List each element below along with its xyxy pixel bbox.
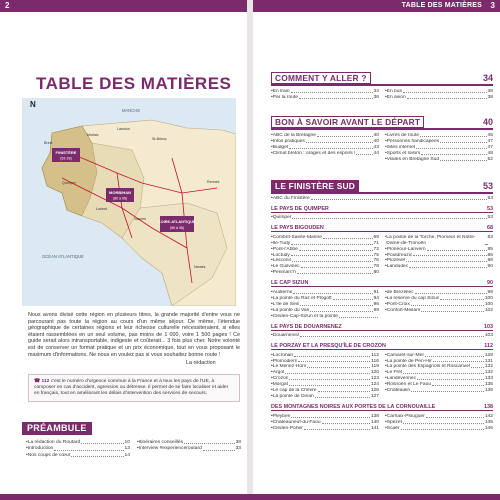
toc-entry[interactable]: • En train 34 — [271, 89, 379, 94]
toc-entry[interactable]: • Infos pratiques 40 — [271, 138, 379, 144]
toc-entry[interactable]: • Audierne 91 — [271, 290, 379, 296]
toc-entry[interactable]: • Cléden-Cap-Sizun et la pointe — [271, 314, 379, 320]
toc-entry[interactable]: • Livres de route 45 — [385, 133, 493, 138]
toc-col — [271, 333, 493, 339]
region-label-finistere — [52, 148, 80, 162]
subsection-heading[interactable]: LE PAYS DE DOUARNENEZ 103 — [271, 323, 493, 330]
toc-entry[interactable]: • La pointe des Espagnols et Roscanvel 132 — [385, 364, 493, 370]
city-label: Lorient — [96, 207, 107, 211]
subsection-heading[interactable]: LE CAP SIZUN 90 — [271, 280, 493, 287]
region-label-morbihan — [106, 188, 134, 202]
toc-entry[interactable]: • Itinéraires conseillés 38 — [137, 440, 241, 445]
toc-entry[interactable]: • Lesconil 76 — [271, 258, 379, 264]
toc-entry[interactable]: • Locronan 112 — [271, 352, 379, 358]
toc-entry[interactable]: • Châteaulin 136 — [385, 388, 493, 394]
section-finistere-sud — [271, 180, 493, 432]
region-label-loire-atlantique — [158, 216, 196, 232]
toc-entry[interactable]: • Argol 120 — [271, 370, 379, 376]
toc-entry[interactable]: • Combrit-Sainte-Marine 69 — [271, 234, 379, 240]
toc-entry[interactable]: • Le Fret 132 — [385, 370, 493, 376]
toc-col — [385, 89, 493, 101]
toc-entry[interactable]: • Introduction 13 — [26, 446, 130, 452]
toc-entry[interactable]: • Personnes handicapées 47 — [385, 138, 493, 144]
running-title: TABLE DES MATIÈRES — [401, 2, 482, 9]
svg-text:(53-28): (53-28) — [60, 156, 72, 161]
toc-entry[interactable]: • Pont-Croix 100 — [385, 301, 493, 307]
toc-entry[interactable]: • La pointe du Raz et Plogoff 94 — [271, 296, 379, 302]
toc-entry[interactable]: • Interview #experienceroutard 33 — [137, 446, 241, 452]
toc-entry[interactable]: • Pont-l'Abbé 72 — [271, 246, 379, 252]
toc-col — [271, 414, 379, 432]
section-title[interactable]: LE FINISTÈRE SUD — [271, 180, 359, 192]
emergency-number: 112 — [41, 379, 50, 384]
toc-entry[interactable]: • Quimper 53 — [271, 214, 493, 220]
toc-col — [271, 196, 493, 202]
subsection-heading[interactable]: DES MONTAGNES NOIRES AUX PORTES DE LA CORNOUAILLE 138 — [271, 403, 493, 410]
intro-signature: La rédaction — [186, 360, 216, 366]
toc-col — [271, 89, 379, 101]
toc-entry[interactable]: • ABC de la Bretagne 40 — [271, 133, 379, 138]
city-label: Vannes — [134, 217, 146, 221]
svg-text:FINISTÈRE: FINISTÈRE — [55, 150, 77, 155]
section-bon-a-savoir — [271, 116, 493, 163]
section-page: 53 — [482, 181, 493, 191]
toc-entry[interactable]: • Pouldreuzic 86 — [385, 252, 493, 258]
toc-entry[interactable]: • La pointe de Dinan 127 — [271, 393, 379, 399]
toc-entry[interactable]: • Spézet 145 — [385, 419, 493, 425]
city-label: Nantes — [194, 265, 206, 269]
region-map — [22, 98, 236, 306]
toc-entry[interactable]: • Nos coups de cœur 14 — [26, 452, 130, 458]
toc-entry[interactable]: • En avion 38 — [385, 94, 493, 100]
toc-entry[interactable]: • Le cap de la Chèvre 126 — [271, 388, 379, 394]
toc-entry[interactable]: • Crozon 123 — [271, 376, 379, 382]
city-label: St-Brieuc — [152, 137, 167, 141]
city-label: Rennes — [207, 180, 220, 184]
north-arrow: N — [30, 100, 36, 109]
preamble-col-2 — [137, 440, 241, 459]
bottom-color-bar — [0, 494, 500, 500]
left-page — [0, 12, 247, 494]
toc-entry[interactable]: La pointe de la Torche, Plomeur et Notre-Dame-de-Tronoën 83 — [386, 234, 493, 246]
subsection-heading[interactable]: LE PAYS BIGOUDEN 68 — [271, 224, 493, 231]
toc-entry[interactable]: • Plonéour-Lanvern 85 — [385, 246, 493, 252]
city-label: Lannion — [117, 127, 130, 131]
toc-entry[interactable]: • de Brézellec 99 — [385, 290, 493, 296]
toc-entry[interactable]: • Morgat 124 — [271, 382, 379, 388]
toc-entry[interactable]: • Par la route 36 — [271, 94, 379, 100]
toc-entry[interactable]: • L'île de Sein 96 — [271, 301, 379, 307]
sea-label-top: MANCHE — [122, 108, 141, 113]
svg-text:(80 à 96): (80 à 96) — [112, 196, 128, 201]
toc-col — [385, 235, 493, 276]
toc-entry[interactable]: • Île-Tudy 71 — [271, 240, 379, 246]
preamble-col-1 — [26, 440, 130, 459]
toc-entry[interactable]: • Le Guilvinec 78 — [271, 264, 379, 270]
toc-entry[interactable]: • Climat breton : orages et des espoirs ! 44 — [271, 150, 379, 156]
toc-col — [385, 290, 493, 320]
toc-entry[interactable]: • Penmarc'h 80 — [271, 270, 379, 276]
section-title[interactable]: BON À SAVOIR AVANT LE DÉPART — [271, 116, 424, 128]
emergency-text: c'est le numéro d'urgence commun à la France et à tous les pays de l'UE, à composer en cas d'accident, agression ou détresse. Il permet de se faire localiser et aider en français, tout en améliorant les délais d'intervention des services de secours. — [34, 379, 229, 396]
toc-entry[interactable]: • ABC du Finistère 53 — [271, 196, 493, 201]
preamble-list — [26, 440, 241, 459]
subsection-heading[interactable]: LE PAYS DE QUIMPER 53 — [271, 205, 493, 212]
right-page-number: 3 — [490, 1, 495, 10]
svg-text:LOIRE-ATLANTIQUE: LOIRE-ATLANTIQUE — [158, 220, 196, 224]
toc-entry[interactable]: • Landudec 90 — [385, 264, 493, 270]
toc-entry[interactable]: • Camaret-sur-Mer 128 — [385, 352, 493, 358]
toc-entry[interactable]: • Carhaix-Plouguer 142 — [385, 413, 493, 419]
toc-entry[interactable]: • Visites en Bretagne Sud 52 — [385, 156, 493, 162]
emergency-box — [28, 374, 240, 402]
toc-col — [271, 133, 379, 163]
toc-entry[interactable]: • La rédaction du Routard 10 — [26, 440, 130, 445]
toc-col — [271, 290, 379, 320]
toc-col — [271, 353, 379, 400]
toc-col — [385, 133, 493, 163]
intro-paragraph: Nous avons divisé cette région en plusieurs titres, la grande majorité d'entre vous ne parcourant pas toute la région au cours d'un même séjour. De même, l'étendue géographique de certaines régions et leur richesse culturelle nécessiteraient, si elles étaient rassemblées en un seul volume, pas moins de 1 000, voire 1 500 pages ! Ce guide serait alors intransportable, indigeste et coûterait... 3 fois plus cher. Notre volonté est de conserver un format pratique et un prix économique, tout en vous proposant le maximum d'informations. Ne nous en voulez pas si vous souhaitez bonne route ! — [28, 312, 240, 358]
toc-entry[interactable]: • Plomodiern 116 — [271, 358, 379, 364]
toc-entry[interactable]: • Châteauneuf-du-Faou 140 — [271, 419, 379, 425]
city-label: Brest — [44, 141, 53, 145]
toc-entry[interactable]: • Loctudy 75 — [271, 252, 379, 258]
preamble-heading: PRÉAMBULE — [22, 422, 92, 435]
city-label: Quimper — [62, 181, 76, 185]
section-page: 34 — [482, 73, 493, 83]
toc-entry[interactable]: • Scaër 146 — [385, 425, 493, 431]
toc-entry[interactable]: • La pointe du Van 99 — [271, 307, 379, 313]
toc-entry[interactable]: • Pleyben 138 — [271, 413, 379, 419]
section-title[interactable]: COMMENT Y ALLER ? — [271, 72, 371, 84]
toc-entry[interactable]: • Rosnoën et Le Faou 135 — [385, 382, 493, 388]
page-title: TABLE DES MATIÈRES — [36, 74, 232, 93]
toc-entry[interactable]: • Douarnenez 103 — [271, 332, 493, 338]
svg-text:MORBIHAN: MORBIHAN — [109, 190, 131, 195]
phone-icon: ☎ — [34, 379, 42, 384]
toc-entry[interactable]: • Le Menez-Hom 119 — [271, 364, 379, 370]
toc-entry[interactable]: • Confort-Meilars 102 — [385, 307, 493, 313]
sea-label-left: OCÉAN ATLANTIQUE — [42, 254, 84, 259]
toc-entry[interactable]: • En bus 38 — [385, 89, 493, 94]
toc-entry[interactable]: • Landévennec 133 — [385, 376, 493, 382]
toc-entry[interactable]: • La pointe de Pen-Hir 131 — [385, 358, 493, 364]
toc-col — [385, 353, 493, 400]
toc-col — [271, 235, 379, 276]
left-page-number: 2 — [5, 1, 10, 10]
section-page: 40 — [482, 117, 493, 127]
city-label: Morlaix — [87, 133, 99, 137]
toc-entry[interactable]: • Plozévet 88 — [385, 258, 493, 264]
toc-entry[interactable]: • Sites internet 47 — [385, 144, 493, 150]
subsection-heading[interactable]: LE PORZAY ET LA PRESQU'ÎLE DE CROZON 112 — [271, 342, 493, 349]
toc-entry[interactable]: • Cléden-Poher 141 — [271, 425, 379, 431]
svg-text:(96 à 98): (96 à 98) — [169, 226, 185, 230]
section-comment-y-aller — [271, 72, 493, 101]
toc-entry[interactable]: • La réserve du cap Sizun 100 — [385, 296, 493, 302]
toc-entry[interactable]: • Sports et loisirs 48 — [385, 150, 493, 156]
toc-col — [385, 414, 493, 432]
toc-entry[interactable]: • Budget 43 — [271, 144, 379, 150]
toc-col — [271, 215, 493, 221]
right-page — [253, 12, 500, 494]
